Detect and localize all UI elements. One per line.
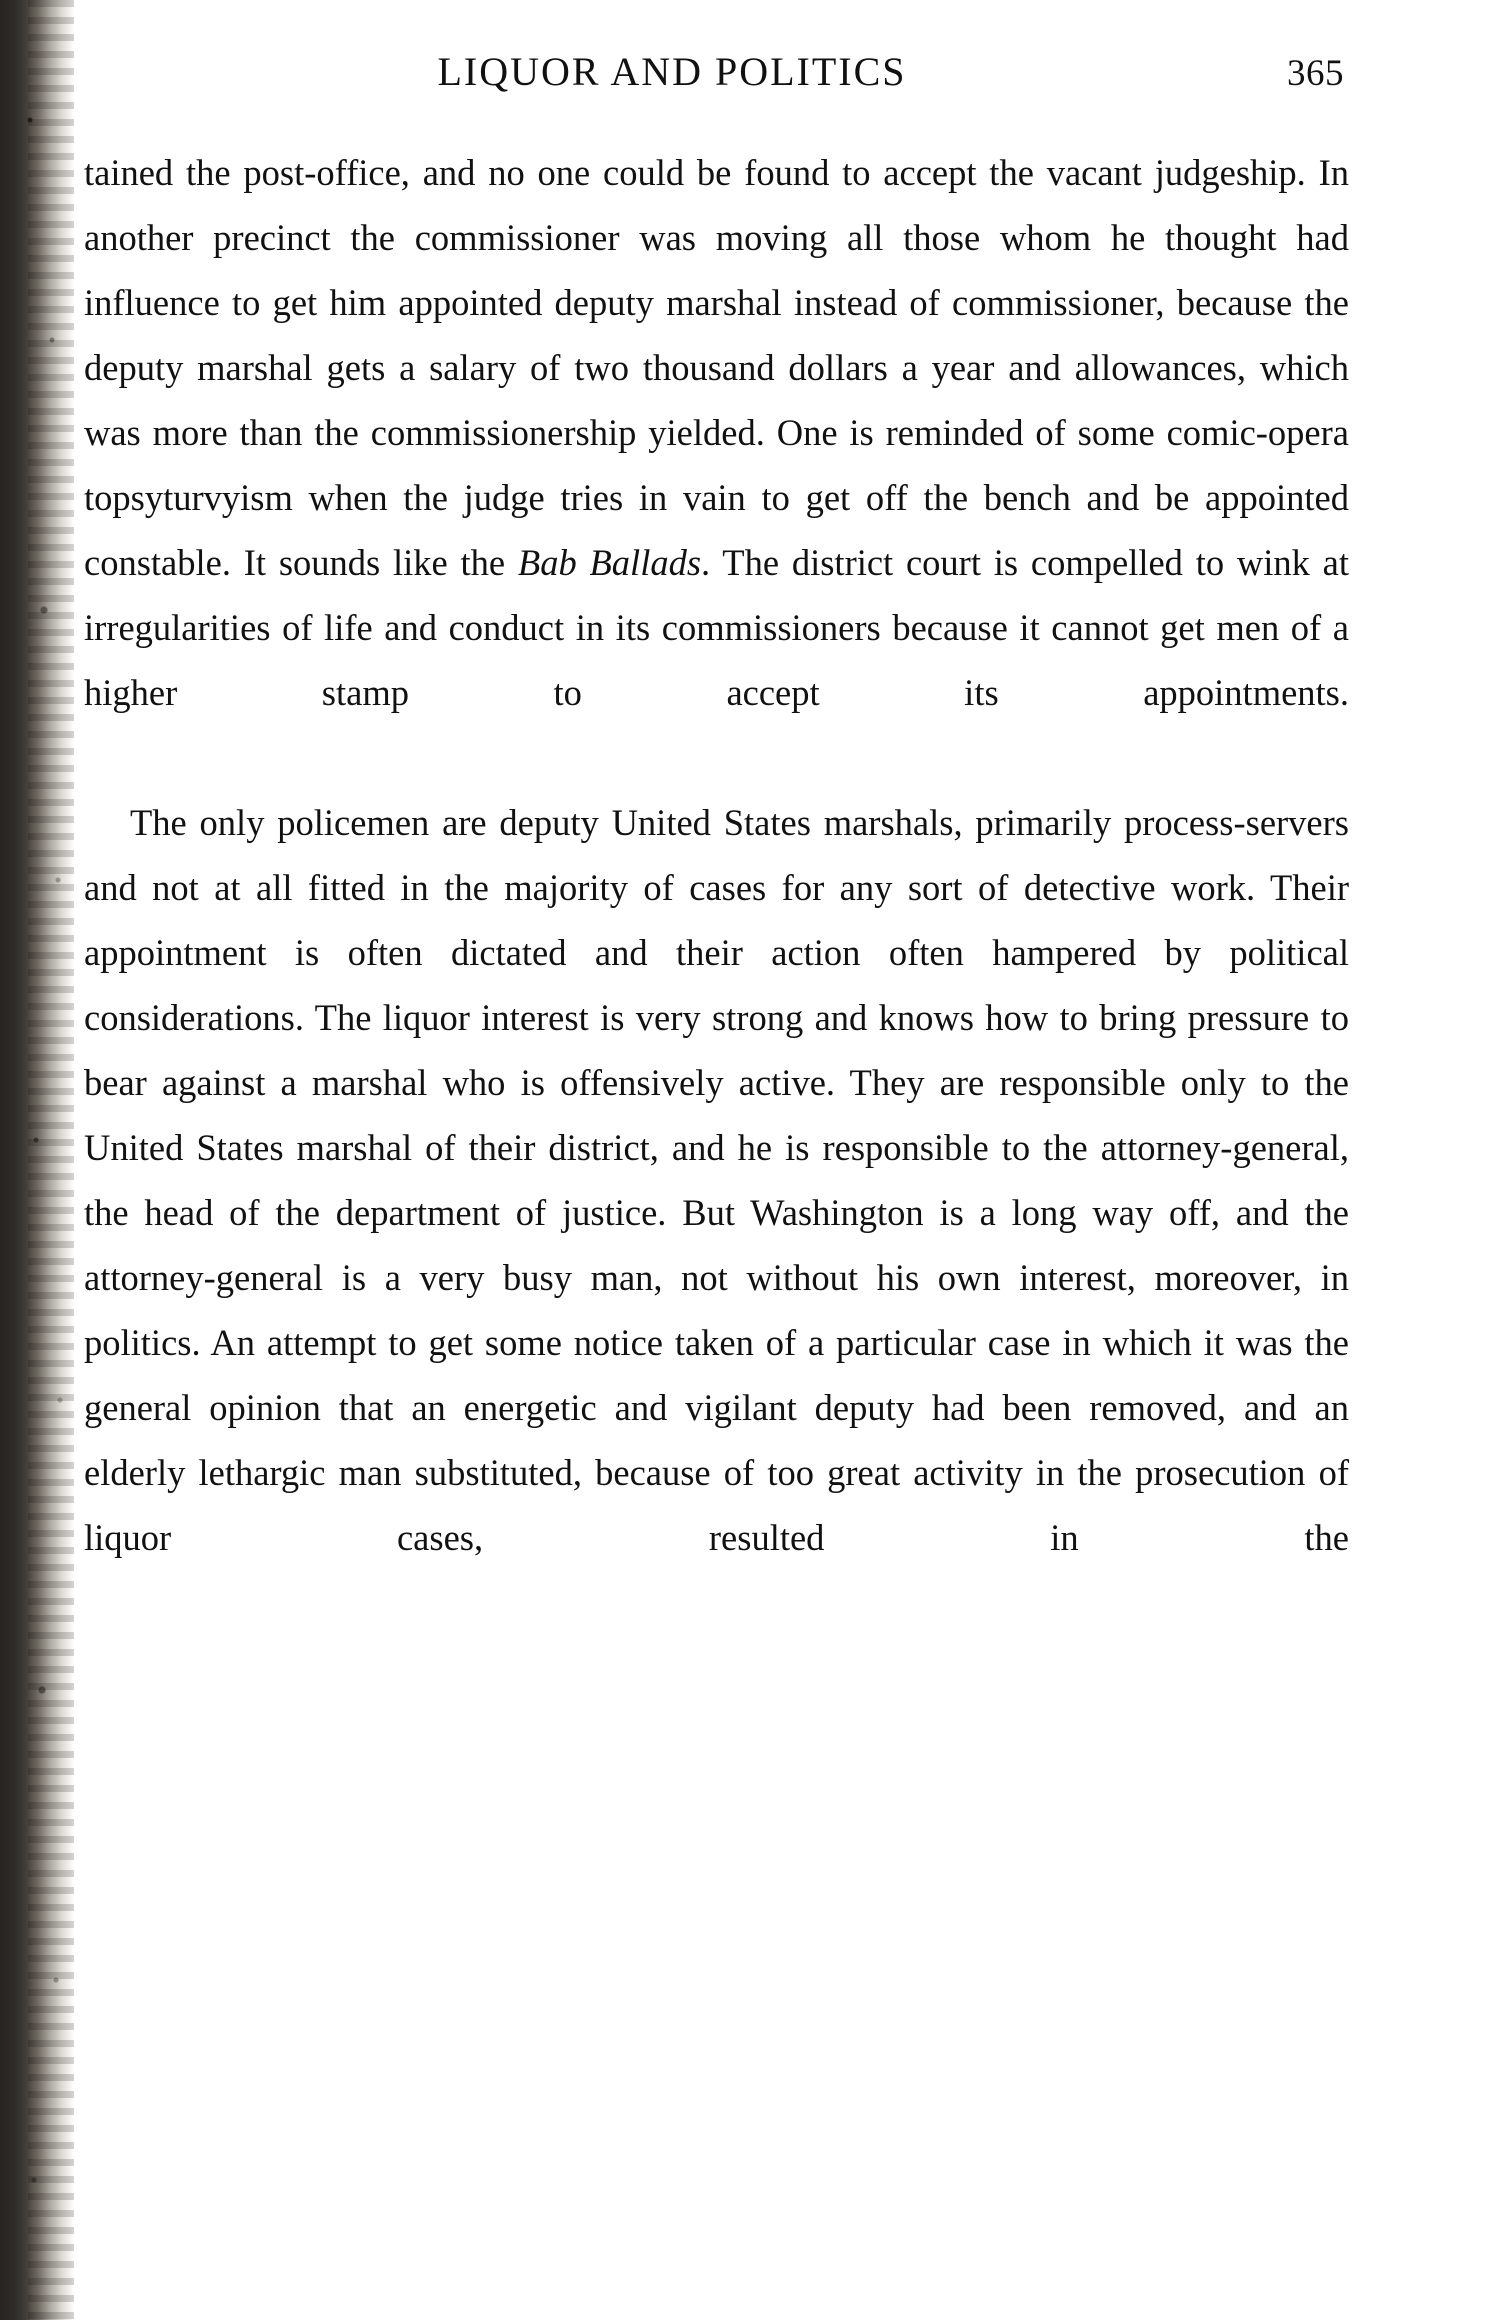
paragraph-2: The only policemen are deputy United States marshals, primarily process-servers and not at all fitted in the majority of cases for any sort of detective work. Their appointment is often dictated and their action often hampered by political considerations. The liquor interest is very strong and knows how to bring pressure to bear against a marshal who is offensively active. They are responsible only to the United States marshal of their district, and he is responsible to the attorney-general, the head of the department of justice. But Washington is a long way off, and the attorney-general is a very busy man, not without his own interest, moreover, in politics. An attempt to get some notice taken of a particular case in which it was the general opinion that an energetic and vigilant deputy had been removed, and an elderly lethargic man substituted, because of too great activity in the prosecution of liquor cases, resulted in the — [84, 802, 1349, 1558]
paragraph-1 — [84, 140, 1349, 790]
page-number: 365 — [1287, 53, 1344, 94]
italic-book-title: Bab Ballads — [517, 542, 702, 583]
paragraph-1-text: tained the post-office, and no one could be found to accept the vacant judgeship. In another precinct the commissioner was moving all those whom he thought had influence to get him appointed deputy marshal instead of commissioner, because the deputy marshal gets a salary of two thousand dollars a year and allowances, which was more than the commissionership yielded. One is reminded of some comic-opera topsyturvyism when the judge tries in vain to get off the bench and be appointed constable. It sounds like the — [84, 152, 1349, 583]
body-text — [84, 140, 1349, 1635]
running-title: LIQUOR AND POLITICS — [437, 49, 907, 94]
page-gutter-speckles — [0, 0, 80, 2320]
paragraph-1-tail: . The district court is compelled to wink at irregularities of life and conduct in its commissioners because it cannot get men of a higher stamp to accept its appointments. — [84, 542, 1350, 713]
page-header — [82, 48, 1372, 108]
